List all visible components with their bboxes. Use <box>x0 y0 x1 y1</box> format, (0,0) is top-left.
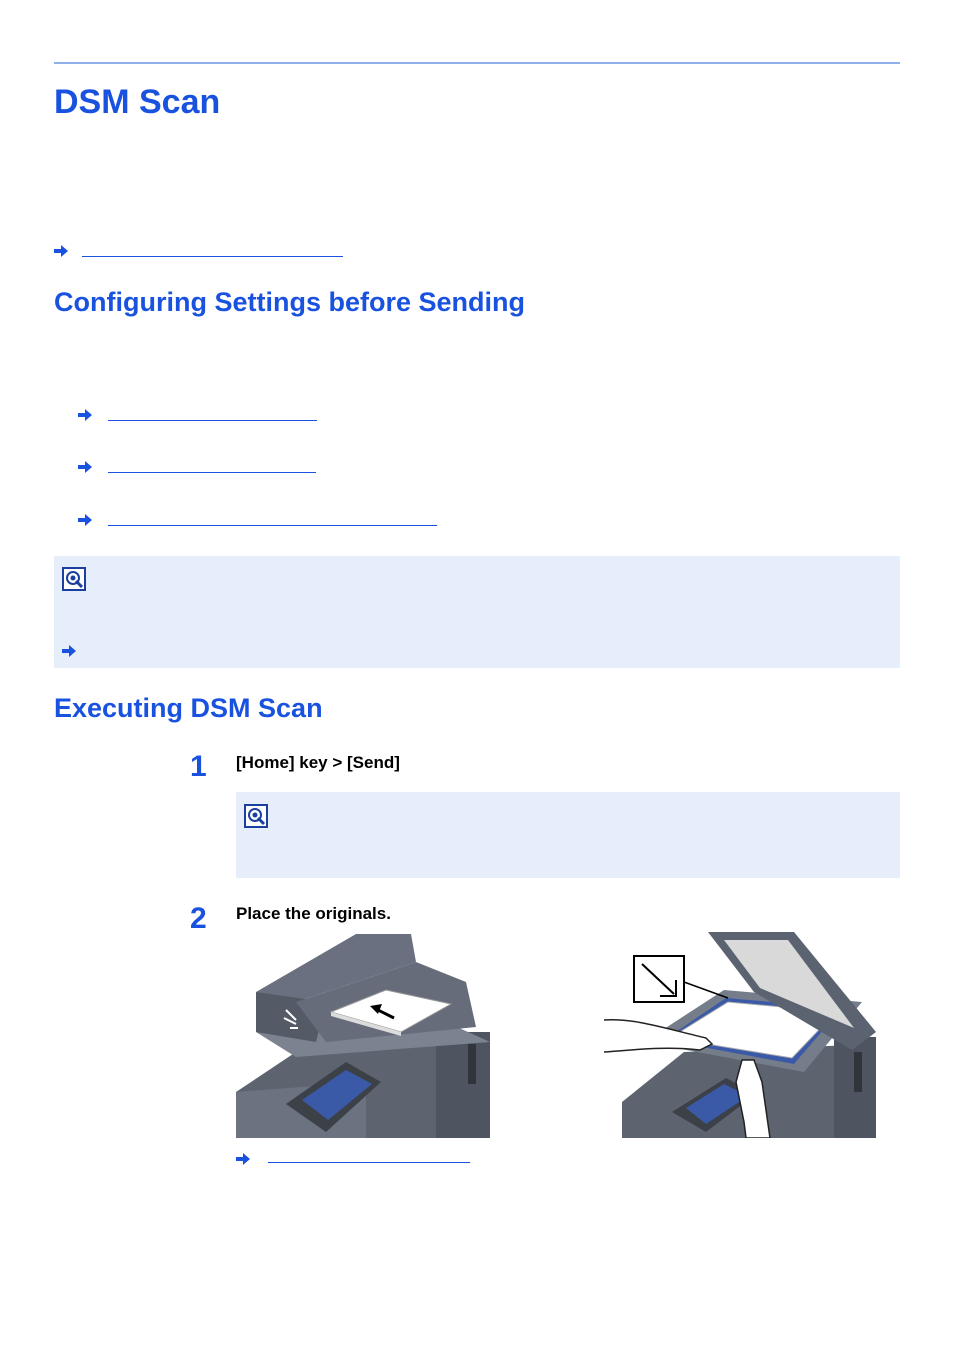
document-processor-illustration <box>236 932 490 1138</box>
link-arrow-icon <box>78 409 92 421</box>
step-number: 1 <box>190 750 207 783</box>
note-icon <box>244 804 268 828</box>
link-arrow-icon <box>78 461 92 473</box>
link-arrow-icon <box>236 1153 250 1165</box>
link-arrow-icon <box>62 645 76 657</box>
step-text: Place the originals. <box>236 904 391 923</box>
section-title-executing: Executing DSM Scan <box>54 693 323 723</box>
reference-link[interactable] <box>108 472 316 473</box>
note-icon <box>62 567 86 591</box>
note-box <box>54 556 900 668</box>
platen-illustration <box>604 932 876 1138</box>
section-title-configuring: Configuring Settings before Sending <box>54 287 525 317</box>
top-rule <box>54 62 900 64</box>
reference-link[interactable] <box>108 525 437 526</box>
link-arrow-icon <box>54 245 68 257</box>
link-arrow-icon <box>78 514 92 526</box>
step-text: [Home] key > [Send] <box>236 753 400 772</box>
note-box <box>236 792 900 878</box>
step-number: 2 <box>190 902 207 935</box>
reference-link[interactable] <box>82 256 343 257</box>
reference-link[interactable] <box>268 1162 470 1163</box>
page-title: DSM Scan <box>54 83 221 121</box>
reference-link[interactable] <box>108 420 317 421</box>
